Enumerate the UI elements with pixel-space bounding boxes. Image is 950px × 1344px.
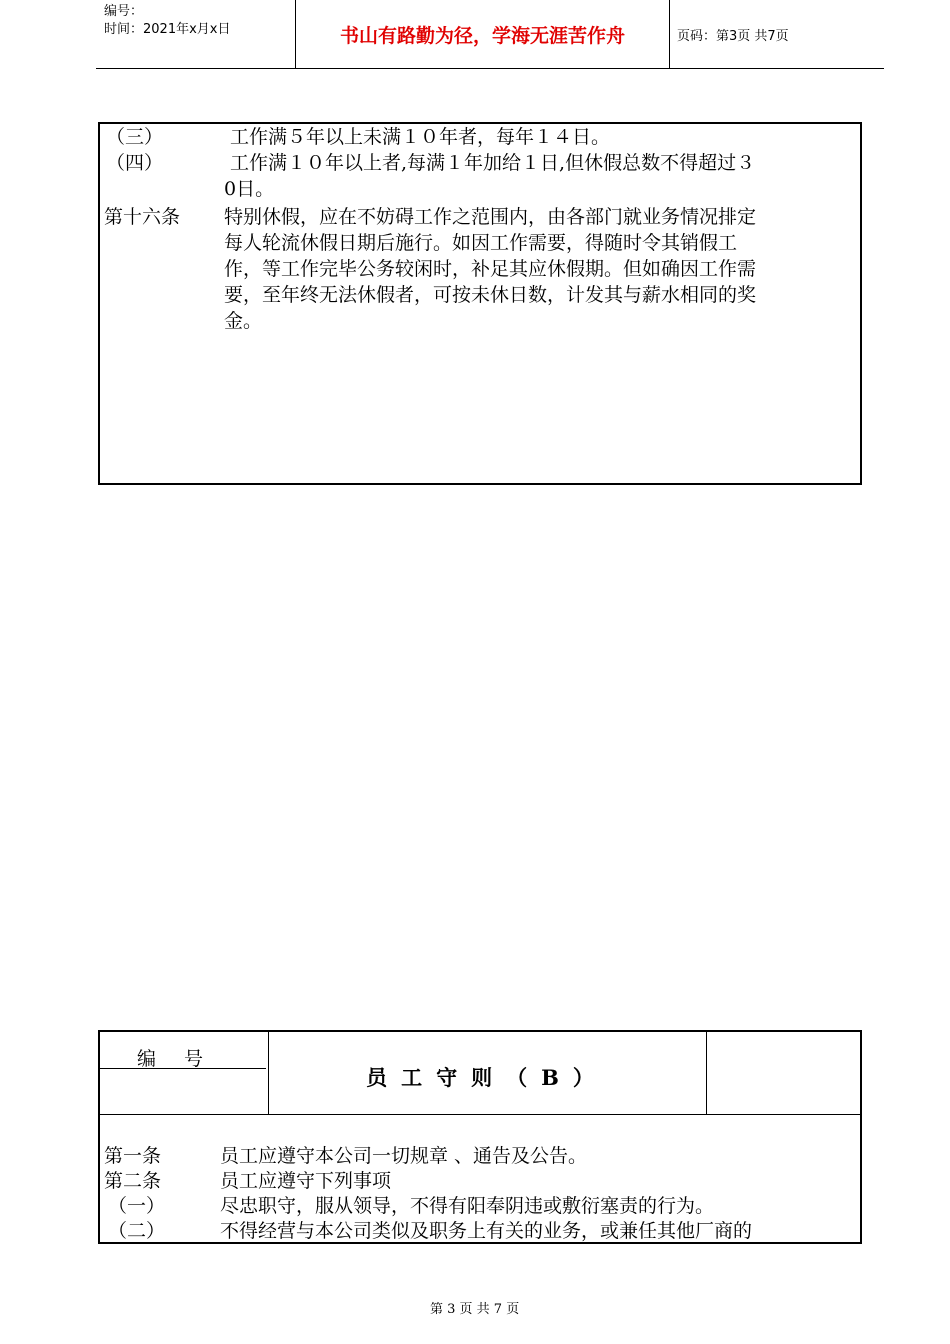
row-label: 第十六条: [104, 206, 181, 228]
row-label: 第一条: [104, 1145, 162, 1167]
row-label: （二）: [108, 1220, 166, 1242]
number-label: 编号：: [104, 4, 144, 19]
number-label: 编号: [136, 1048, 231, 1070]
row-text: 工作满１０年以上者,每满１年加给１日,但休假总数不得超过３: [230, 152, 756, 174]
row-label: 第二条: [104, 1170, 162, 1192]
page-footer: 第 3 页 共 7 页: [430, 1302, 520, 1317]
page-info: 页码：第3页 共7页: [677, 28, 789, 44]
row-text: 尽忠职守，服从领导，不得有阳奉阴违或敷衍塞责的行为。: [220, 1195, 715, 1217]
row-text: 要，至年终无法休假者，可按未休日数，计发其与薪水相同的奖: [224, 284, 757, 306]
document-title: 员工守则（B）: [366, 1065, 608, 1090]
row-text: 每人轮流休假日期后施行。如因工作需要，得随时令其销假工: [224, 232, 738, 254]
header-left-cell: [96, 0, 296, 68]
motto: 书山有路勤为径，学海无涯苦作舟: [296, 0, 670, 68]
row-text: 特别休假，应在不妨碍工作之范围内，由各部门就业务情况排定: [224, 206, 757, 228]
section1-box: [98, 122, 862, 485]
row-text: 工作满５年以上未满１０年者，每年１４日。: [230, 126, 611, 148]
row-text: 不得经营与本公司类似及职务上有关的业务，或兼任其他厂商的: [220, 1220, 753, 1242]
page-header: [96, 0, 884, 69]
row-text: 金。: [224, 310, 263, 332]
row-label: （一）: [108, 1195, 166, 1217]
section2-box: [98, 1030, 862, 1244]
row-text: 员工应遵守下列事项: [220, 1170, 392, 1192]
row-text: 0日。: [224, 178, 275, 200]
row-text: 作，等工作完毕公务较闲时，补足其应休假期。但如确因工作需: [224, 258, 757, 280]
row-label: （四）: [106, 152, 164, 174]
divider: [100, 1114, 860, 1115]
row-label: （三）: [106, 126, 164, 148]
time-label: 时间：2021年x月x日: [104, 22, 231, 37]
divider: [706, 1032, 707, 1114]
row-text: 员工应遵守本公司一切规章 、通告及公告。: [220, 1145, 588, 1167]
